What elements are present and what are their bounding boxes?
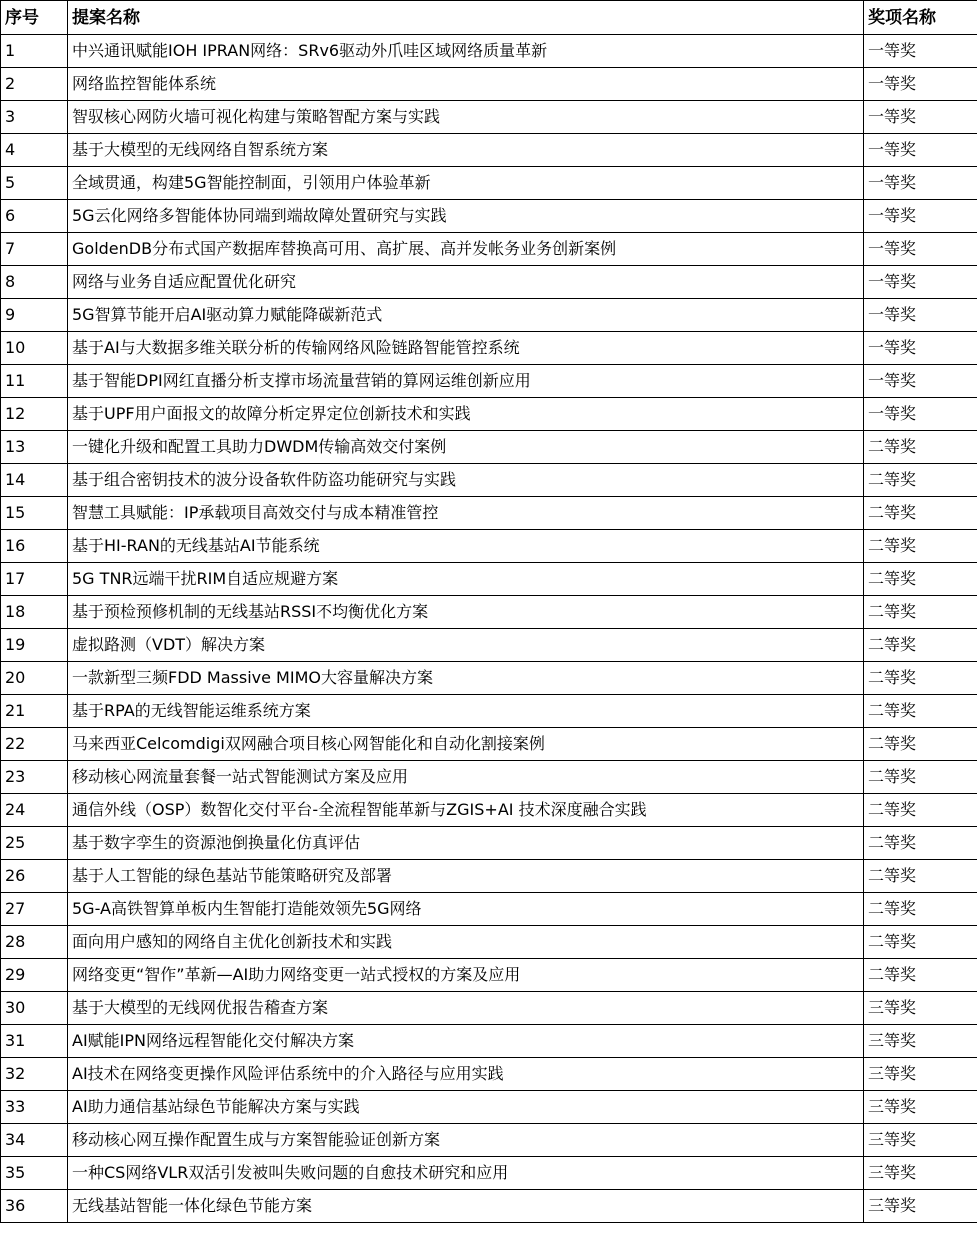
- row-name-cell: GoldenDB分布式国产数据库替换高可用、高扩展、高并发帐务业务创新案例: [68, 233, 864, 266]
- row-index-cell: 11: [1, 365, 68, 398]
- table-row: [1, 431, 977, 464]
- row-name-cell: 通信外线（OSP）数智化交付平台-全流程智能革新与ZGIS+AI 技术深度融合实践: [68, 794, 864, 827]
- row-name-cell: 基于智能DPI网红直播分析支撑市场流量营销的算网运维创新应用: [68, 365, 864, 398]
- table-row: [1, 860, 977, 893]
- row-name-cell: 基于人工智能的绿色基站节能策略研究及部署: [68, 860, 864, 893]
- row-index-cell: 1: [1, 35, 68, 68]
- row-name-cell: 基于数字孪生的资源池倒换量化仿真评估: [68, 827, 864, 860]
- row-index-cell: 7: [1, 233, 68, 266]
- row-name-cell: 基于UPF用户面报文的故障分析定界定位创新技术和实践: [68, 398, 864, 431]
- row-award-cell: 一等奖: [864, 365, 977, 398]
- row-name-cell: 智驭核心网防火墙可视化构建与策略智配方案与实践: [68, 101, 864, 134]
- row-award-cell: 二等奖: [864, 893, 977, 926]
- table-row: [1, 200, 977, 233]
- row-name-cell: 移动核心网互操作配置生成与方案智能验证创新方案: [68, 1124, 864, 1157]
- table-row: [1, 992, 977, 1025]
- row-name-cell: 一键化升级和配置工具助力DWDM传输高效交付案例: [68, 431, 864, 464]
- table-row: [1, 365, 977, 398]
- table-row: [1, 332, 977, 365]
- row-award-cell: 二等奖: [864, 629, 977, 662]
- table-row: [1, 596, 977, 629]
- row-index-cell: 29: [1, 959, 68, 992]
- row-index-cell: 32: [1, 1058, 68, 1091]
- table-row: [1, 530, 977, 563]
- row-index-cell: 16: [1, 530, 68, 563]
- row-index-cell: 35: [1, 1157, 68, 1190]
- row-name-cell: 5G-A高铁智算单板内生智能打造能效领先5G网络: [68, 893, 864, 926]
- row-index-cell: 3: [1, 101, 68, 134]
- row-index-cell: 25: [1, 827, 68, 860]
- row-index-cell: 4: [1, 134, 68, 167]
- row-index-cell: 24: [1, 794, 68, 827]
- row-index-cell: 13: [1, 431, 68, 464]
- table-row: [1, 464, 977, 497]
- table-row: [1, 1025, 977, 1058]
- row-index-cell: 23: [1, 761, 68, 794]
- row-award-cell: 三等奖: [864, 992, 977, 1025]
- header-index: 序号: [1, 1, 68, 35]
- row-index-cell: 6: [1, 200, 68, 233]
- table-row: [1, 1157, 977, 1190]
- row-name-cell: 基于AI与大数据多维关联分析的传输网络风险链路智能管控系统: [68, 332, 864, 365]
- row-index-cell: 14: [1, 464, 68, 497]
- row-award-cell: 三等奖: [864, 1157, 977, 1190]
- row-name-cell: 虚拟路测（VDT）解决方案: [68, 629, 864, 662]
- row-award-cell: 二等奖: [864, 464, 977, 497]
- header-row: [1, 1, 977, 35]
- row-name-cell: 网络变更“智作”革新—AI助力网络变更一站式授权的方案及应用: [68, 959, 864, 992]
- row-index-cell: 26: [1, 860, 68, 893]
- row-award-cell: 一等奖: [864, 200, 977, 233]
- row-index-cell: 15: [1, 497, 68, 530]
- row-award-cell: 一等奖: [864, 35, 977, 68]
- row-name-cell: 5G云化网络多智能体协同端到端故障处置研究与实践: [68, 200, 864, 233]
- row-index-cell: 12: [1, 398, 68, 431]
- row-name-cell: 移动核心网流量套餐一站式智能测试方案及应用: [68, 761, 864, 794]
- row-award-cell: 三等奖: [864, 1091, 977, 1124]
- row-name-cell: 基于大模型的无线网络自智系统方案: [68, 134, 864, 167]
- table-row: [1, 695, 977, 728]
- row-index-cell: 5: [1, 167, 68, 200]
- row-index-cell: 9: [1, 299, 68, 332]
- row-award-cell: 一等奖: [864, 398, 977, 431]
- table-row: [1, 167, 977, 200]
- row-name-cell: 马来西亚Celcomdigi双网融合项目核心网智能化和自动化割接案例: [68, 728, 864, 761]
- row-name-cell: 智慧工具赋能：IP承载项目高效交付与成本精准管控: [68, 497, 864, 530]
- table-row: [1, 299, 977, 332]
- table-row: [1, 101, 977, 134]
- row-name-cell: AI赋能IPN网络远程智能化交付解决方案: [68, 1025, 864, 1058]
- row-name-cell: AI助力通信基站绿色节能解决方案与实践: [68, 1091, 864, 1124]
- table-row: [1, 662, 977, 695]
- header-award: 奖项名称: [864, 1, 977, 35]
- row-name-cell: 基于HI-RAN的无线基站AI节能系统: [68, 530, 864, 563]
- table-row: [1, 68, 977, 101]
- row-index-cell: 27: [1, 893, 68, 926]
- row-name-cell: 全域贯通，构建5G智能控制面，引领用户体验革新: [68, 167, 864, 200]
- row-award-cell: 二等奖: [864, 827, 977, 860]
- row-index-cell: 28: [1, 926, 68, 959]
- row-index-cell: 33: [1, 1091, 68, 1124]
- table-row: [1, 1091, 977, 1124]
- row-index-cell: 30: [1, 992, 68, 1025]
- row-award-cell: 一等奖: [864, 332, 977, 365]
- table-row: [1, 1124, 977, 1157]
- row-index-cell: 18: [1, 596, 68, 629]
- row-name-cell: 网络监控智能体系统: [68, 68, 864, 101]
- table-row: [1, 1190, 977, 1223]
- row-index-cell: 2: [1, 68, 68, 101]
- row-award-cell: 三等奖: [864, 1124, 977, 1157]
- row-index-cell: 20: [1, 662, 68, 695]
- row-name-cell: 基于预检预修机制的无线基站RSSI不均衡优化方案: [68, 596, 864, 629]
- row-name-cell: AI技术在网络变更操作风险评估系统中的介入路径与应用实践: [68, 1058, 864, 1091]
- row-award-cell: 三等奖: [864, 1190, 977, 1223]
- table-row: [1, 563, 977, 596]
- table-row: [1, 893, 977, 926]
- table-row: [1, 827, 977, 860]
- row-award-cell: 一等奖: [864, 299, 977, 332]
- row-name-cell: 中兴通讯赋能IOH IPRAN网络：SRv6驱动外爪哇区域网络质量革新: [68, 35, 864, 68]
- row-award-cell: 三等奖: [864, 1058, 977, 1091]
- table-row: [1, 35, 977, 68]
- row-award-cell: 二等奖: [864, 563, 977, 596]
- row-award-cell: 二等奖: [864, 860, 977, 893]
- row-name-cell: 一款新型三频FDD Massive MIMO大容量解决方案: [68, 662, 864, 695]
- table-row: [1, 1058, 977, 1091]
- row-name-cell: 基于RPA的无线智能运维系统方案: [68, 695, 864, 728]
- row-award-cell: 二等奖: [864, 926, 977, 959]
- row-award-cell: 二等奖: [864, 728, 977, 761]
- row-index-cell: 36: [1, 1190, 68, 1223]
- row-name-cell: 面向用户感知的网络自主优化创新技术和实践: [68, 926, 864, 959]
- table-body: [1, 35, 977, 1223]
- row-award-cell: 一等奖: [864, 134, 977, 167]
- table-row: [1, 398, 977, 431]
- row-award-cell: 一等奖: [864, 233, 977, 266]
- table-row: [1, 233, 977, 266]
- row-award-cell: 二等奖: [864, 431, 977, 464]
- row-index-cell: 34: [1, 1124, 68, 1157]
- header-name: 提案名称: [68, 1, 864, 35]
- row-award-cell: 二等奖: [864, 959, 977, 992]
- table-row: [1, 266, 977, 299]
- table-row: [1, 497, 977, 530]
- row-award-cell: 一等奖: [864, 266, 977, 299]
- row-award-cell: 二等奖: [864, 530, 977, 563]
- row-award-cell: 二等奖: [864, 662, 977, 695]
- row-name-cell: 5G智算节能开启AI驱动算力赋能降碳新范式: [68, 299, 864, 332]
- table-row: [1, 728, 977, 761]
- row-award-cell: 二等奖: [864, 596, 977, 629]
- row-index-cell: 17: [1, 563, 68, 596]
- row-award-cell: 二等奖: [864, 761, 977, 794]
- row-name-cell: 基于大模型的无线网优报告稽查方案: [68, 992, 864, 1025]
- row-index-cell: 31: [1, 1025, 68, 1058]
- row-name-cell: 网络与业务自适应配置优化研究: [68, 266, 864, 299]
- row-index-cell: 8: [1, 266, 68, 299]
- table-row: [1, 629, 977, 662]
- table-row: [1, 134, 977, 167]
- table-row: [1, 761, 977, 794]
- table-row: [1, 959, 977, 992]
- row-name-cell: 5G TNR远端干扰RIM自适应规避方案: [68, 563, 864, 596]
- row-award-cell: 三等奖: [864, 1025, 977, 1058]
- row-name-cell: 无线基站智能一体化绿色节能方案: [68, 1190, 864, 1223]
- row-award-cell: 一等奖: [864, 68, 977, 101]
- row-award-cell: 二等奖: [864, 794, 977, 827]
- row-index-cell: 22: [1, 728, 68, 761]
- table-row: [1, 794, 977, 827]
- row-award-cell: 一等奖: [864, 167, 977, 200]
- row-index-cell: 10: [1, 332, 68, 365]
- row-award-cell: 二等奖: [864, 695, 977, 728]
- row-index-cell: 19: [1, 629, 68, 662]
- row-name-cell: 一种CS网络VLR双活引发被叫失败问题的自愈技术研究和应用: [68, 1157, 864, 1190]
- row-name-cell: 基于组合密钥技术的波分设备软件防盗功能研究与实践: [68, 464, 864, 497]
- table-row: [1, 926, 977, 959]
- row-index-cell: 21: [1, 695, 68, 728]
- row-award-cell: 一等奖: [864, 101, 977, 134]
- row-award-cell: 二等奖: [864, 497, 977, 530]
